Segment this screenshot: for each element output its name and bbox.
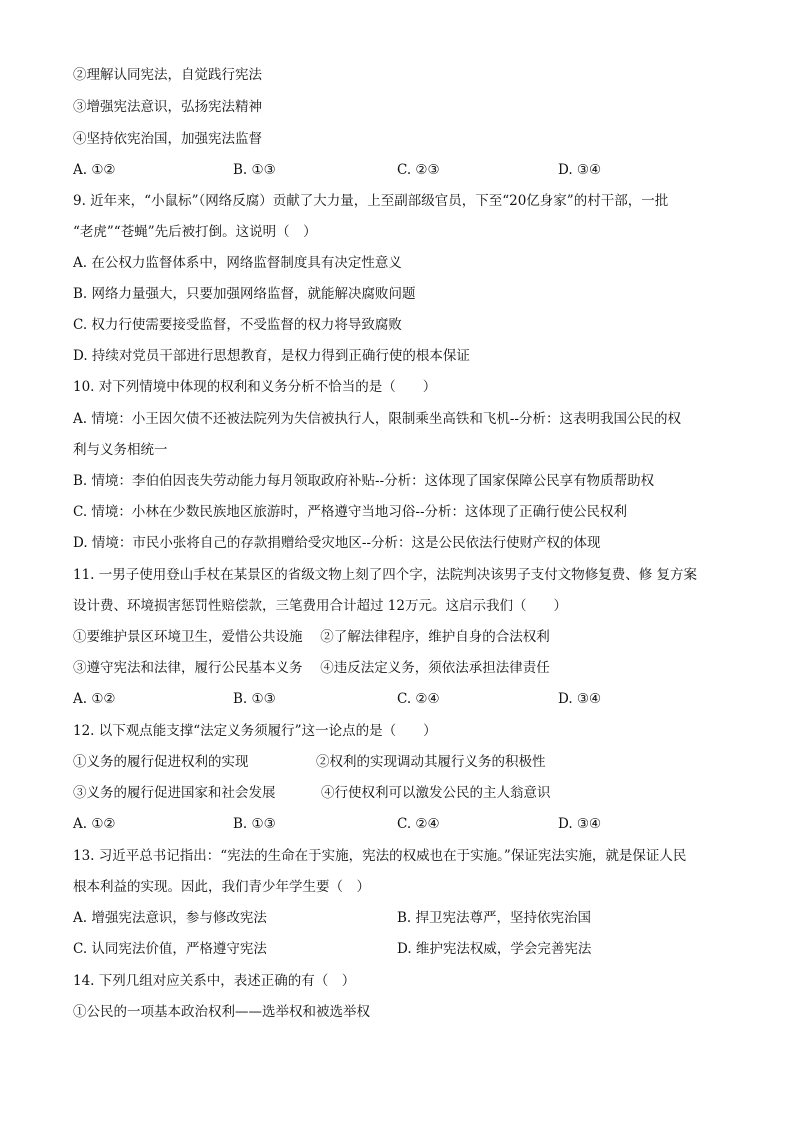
q8-item-2: ②理解认同宪法，自觉践行宪法 <box>73 67 262 83</box>
q10-option-a-line-1: A. 情境：小王因欠债不还被法院列为失信被执行人，限制乘坐高铁和飞机--分析：这表明我国公民的权 <box>73 411 681 427</box>
q10-option-c: C. 情境：小林在少数民族地区旅游时，严格遵守当地习俗--分析：这体现了正确行使公民权利 <box>73 504 628 520</box>
q13-stem-line-2: 根本利益的实现。因此，我们青少年学生要（ ） <box>73 879 370 895</box>
q9-option-b: B. 网络力量强大，只要加强网络监督，就能解决腐败问题 <box>73 286 416 302</box>
q11-option-a: A. ①② <box>73 691 116 707</box>
q9-option-d: D. 持续对党员干部进行思想教育，是权力得到正确行使的根本保证 <box>73 348 470 364</box>
q8-option-b: B. ①③ <box>233 162 276 178</box>
q10-option-b: B. 情境：李伯伯因丧失劳动能力每月领取政府补贴--分析：这体现了国家保障公民享有物质帮助权 <box>73 473 655 489</box>
q11-stem-line-2: 设计费、环境损害惩罚性赔偿款，三笔费用合计超过 12万元。这启示我们（ ） <box>73 598 567 614</box>
q8-item-3: ③增强宪法意识，弘扬宪法精神 <box>73 99 262 115</box>
q12-option-c: C. ②④ <box>397 816 440 832</box>
q11-option-d: D. ③④ <box>558 691 602 707</box>
q11-option-c: C. ②④ <box>397 691 440 707</box>
q9-stem-line-1: 9. 近年来，“小鼠标”（网络反腐）贡献了大力量，上至副部级官员，下至“20亿身家”的村干部，一批 <box>73 193 669 209</box>
q8-option-a: A. ①② <box>73 162 116 178</box>
q13-stem-line-1: 13. 习近平总书记指出：“宪法的生命在于实施，宪法的权威也在于实施。”保证宪法实施，就是保证人民 <box>73 848 687 864</box>
q13-option-d: D. 维护宪法权威，学会完善宪法 <box>397 941 592 957</box>
q10-option-a-line-2: 利与义务相统一 <box>73 442 168 458</box>
q12-option-a: A. ①② <box>73 816 116 832</box>
q14-stem: 14. 下列几组对应关系中，表述正确的有（ ） <box>73 973 356 989</box>
q13-option-b: B. 捍卫宪法尊严，坚持依宪治国 <box>397 910 592 926</box>
q12-option-d: D. ③④ <box>558 816 602 832</box>
q9-option-c: C. 权力行使需要接受监督，不受监督的权力将导致腐败 <box>73 317 402 333</box>
q11-items-row-2: ③遵守宪法和法律，履行公民基本义务 ④违反法定义务，须依法承担法律责任 <box>73 660 550 676</box>
q8-option-c: C. ②③ <box>397 162 440 178</box>
q10-stem: 10. 对下列情境中体现的权利和义务分析不恰当的是（ ） <box>73 379 437 395</box>
q12-item-2: ②权利的实现调动其履行义务的积极性 <box>316 754 546 770</box>
q12-option-b: B. ①③ <box>233 816 276 832</box>
q8-option-d: D. ③④ <box>558 162 602 178</box>
q11-stem-line-1: 11. 一男子使用登山手杖在某景区的省级文物上刻了四个字，法院判决该男子支付文物修复费、修 复方案 <box>73 567 698 583</box>
q13-option-c: C. 认同宪法价值，严格遵守宪法 <box>73 941 267 957</box>
q11-option-b: B. ①③ <box>233 691 276 707</box>
q12-item-3: ③义务的履行促进国家和社会发展 <box>73 785 276 801</box>
q11-items-row-1: ①要维护景区环境卫生，爱惜公共设施 ②了解法律程序，维护自身的合法权利 <box>73 629 550 645</box>
q8-item-4: ④坚持依宪治国，加强宪法监督 <box>73 131 262 147</box>
q9-option-a: A. 在公权力监督体系中，网络监督制度具有决定性意义 <box>73 255 402 271</box>
q12-item-4: ④行使权利可以激发公民的主人翁意识 <box>321 785 551 801</box>
q12-item-1: ①义务的履行促进权利的实现 <box>73 754 249 770</box>
q10-option-d: D. 情境：市民小张将自己的存款捐赠给受灾地区--分析：这是公民依法行使财产权的体现 <box>73 535 601 551</box>
q14-item-1: ①公民的一项基本政治权利——选举权和被选举权 <box>73 1004 370 1020</box>
q12-stem: 12. 以下观点能支撑“法定义务须履行”这一论点的是（ ） <box>73 723 437 739</box>
q9-stem-line-2: “老虎”“苍蝇”先后被打倒。这说明（ ） <box>73 224 317 240</box>
q13-option-a: A. 增强宪法意识，参与修改宪法 <box>73 910 267 926</box>
